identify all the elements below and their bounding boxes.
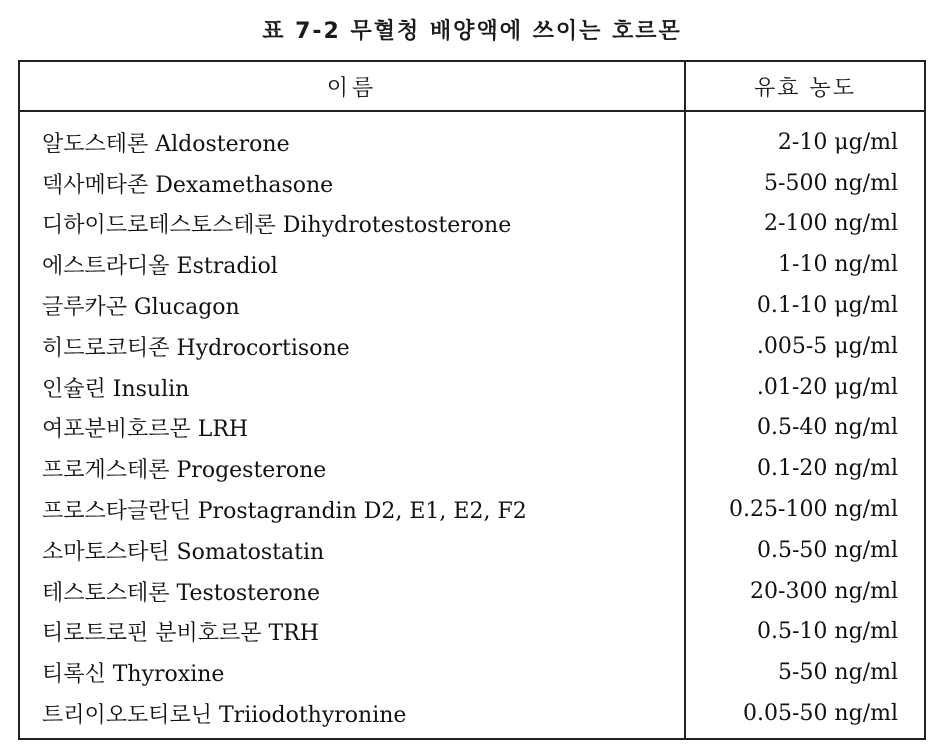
hormone-name: 프로게스테론 Progesterone (42, 458, 327, 484)
header-name: 이름 (20, 62, 686, 110)
effective-concentration: .005-5 μg/ml (756, 333, 898, 359)
effective-concentration: 0.1-20 ng/ml (757, 456, 898, 482)
table-header (20, 62, 924, 112)
effective-concentration: 5-500 ng/ml (764, 170, 898, 196)
hormone-name: 여포분비호르몬 LRH (42, 417, 249, 443)
hormone-table (18, 60, 926, 740)
effective-concentration: 0.5-40 ng/ml (757, 415, 898, 441)
effective-concentration: 0.5-10 ng/ml (757, 619, 898, 645)
hormone-name: 티록신 Thyroxine (42, 662, 225, 688)
hormone-name: 글루카곤 Glucagon (42, 295, 240, 321)
name-column (20, 112, 686, 738)
hormone-name: 덱사메타존 Dexamethasone (42, 172, 334, 198)
effective-concentration: 2-10 μg/ml (777, 129, 898, 155)
table-caption: 표 7-2 무혈청 배양액에 쓰이는 호르몬 (262, 19, 682, 44)
header-concentration: 유효 농도 (753, 75, 856, 101)
effective-concentration: 0.25-100 ng/ml (729, 497, 898, 523)
hormone-name: 인슐린 Insulin (42, 376, 190, 402)
hormone-name: 디하이드로테스토스테론 Dihydrotestosterone (42, 213, 512, 239)
effective-concentration: 2-100 ng/ml (764, 211, 898, 237)
effective-concentration: 0.05-50 ng/ml (743, 701, 898, 727)
effective-concentration: 5-50 ng/ml (778, 660, 898, 686)
hormone-name: 테스토스테론 Testosterone (42, 580, 320, 606)
effective-concentration: 0.1-10 μg/ml (756, 293, 898, 319)
hormone-name: 프로스타글란딘 Prostagrandin D2, E1, E2, F2 (42, 499, 527, 525)
hormone-name: 티로트로핀 분비호르몬 TRH (42, 621, 319, 647)
effective-concentration: 0.5-50 ng/ml (757, 537, 898, 563)
hormone-name: 히드로코티존 Hydrocortisone (42, 335, 350, 361)
concentration-column (686, 112, 924, 738)
hormone-name: 트리이오도티로닌 Triiodothyronine (42, 703, 407, 729)
hormone-name: 알도스테론 Aldosterone (42, 131, 290, 157)
hormone-name: 에스트라디올 Estradiol (42, 254, 278, 280)
effective-concentration: 1-10 ng/ml (778, 252, 898, 278)
table-body (20, 112, 924, 738)
hormone-name: 소마토스타틴 Somatostatin (42, 539, 325, 565)
effective-concentration: 20-300 ng/ml (750, 578, 898, 604)
effective-concentration: .01-20 μg/ml (756, 374, 898, 400)
